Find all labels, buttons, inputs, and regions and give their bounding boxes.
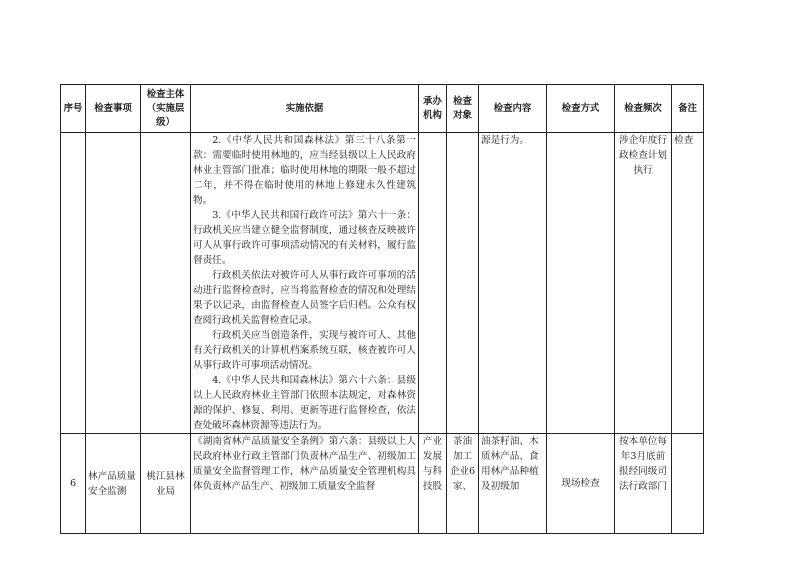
table-header-row — [61, 85, 704, 133]
header-item: 检查事项 — [86, 85, 141, 133]
table-row — [61, 133, 704, 434]
basis-paragraph: 《湖南省林产品质量安全条例》第六条：县级以上人民政府林业行政主管部门负责林产品生产、初级加工质量安全监督管理工作，林产品质量安全管理机构具体负责林产品生产、初级加工质量安全监督 — [193, 436, 416, 492]
cell-seq — [61, 133, 86, 434]
header-agency: 承办机构 — [419, 85, 447, 133]
header-method: 检查方式 — [547, 85, 615, 133]
cell-content: 源是行为。 — [479, 133, 547, 434]
cell-content: 油茶籽油、木质林产品、食用林产品种植及初级加 — [479, 434, 547, 534]
inspection-table — [60, 84, 704, 534]
header-target: 检查对象 — [447, 85, 479, 133]
cell-agency: 产业发展与科技股 — [419, 434, 447, 534]
header-subject-line2: （实施层级） — [146, 102, 185, 128]
cell-frequency: 涉企年度行政检查计划执行 — [615, 133, 672, 434]
header-seq: 序号 — [61, 85, 86, 133]
cell-seq: 6 — [61, 434, 86, 534]
cell-remark: 检查 — [672, 133, 704, 434]
cell-method — [547, 133, 615, 434]
basis-paragraph: 4.《中华人民共和国森林法》第六十六条：县级以上人民政府林业主管部门依照本法规定，对森林资源的保护、修复、利用、更新等进行监督检查，依法查处破坏森林资源等违法行为。 — [193, 375, 416, 431]
basis-paragraph: 行政机关应当创造条件，实现与被许可人、其他有关行政机关的计算机档案系统互联，核查被许可人从事行政许可事项活动情况。 — [193, 330, 416, 371]
cell-remark — [672, 434, 704, 534]
header-remark: 备注 — [672, 85, 704, 133]
cell-agency — [419, 133, 447, 434]
basis-paragraph: 2.《中华人民共和国森林法》第三十八条第一款：需要临时使用林地的，应当经县级以上人民政府林业主管部门批准；临时使用林地的期限一般不超过二年，并不得在临时使用的林地上修建永久性建筑物。 — [193, 135, 416, 206]
header-subject — [141, 85, 191, 133]
cell-subject — [141, 133, 191, 434]
cell-basis — [191, 434, 419, 534]
table-row — [61, 434, 704, 534]
header-basis: 实施依据 — [191, 85, 419, 133]
header-content: 检查内容 — [479, 85, 547, 133]
header-frequency: 检查频次 — [615, 85, 672, 133]
cell-frequency: 按本单位每年3月底前报经同级司法行政部门 — [615, 434, 672, 534]
cell-subject: 桃江县林业局 — [141, 434, 191, 534]
header-subject-line1: 检查主体 — [146, 88, 185, 100]
cell-target — [447, 133, 479, 434]
cell-method: 现场检查 — [547, 434, 615, 534]
cell-item — [86, 133, 141, 434]
basis-paragraph: 3.《中华人民共和国行政许可法》第六十一条：行政机关应当建立健全监督制度，通过核查反映被许可人从事行政许可事项活动情况的有关材料，履行监督责任。 — [193, 210, 416, 266]
cell-target: 茶油加工企业6家、 — [447, 434, 479, 534]
cell-item: 林产品质量安全监测 — [86, 434, 141, 534]
cell-basis — [191, 133, 419, 434]
basis-paragraph: 行政机关依法对被许可人从事行政许可事项的活动进行监督检查时，应当将监督检查的情况和处理结果予以记录，由监督检查人员签字后归档。公众有权查阅行政机关监督检查记录。 — [193, 270, 416, 326]
